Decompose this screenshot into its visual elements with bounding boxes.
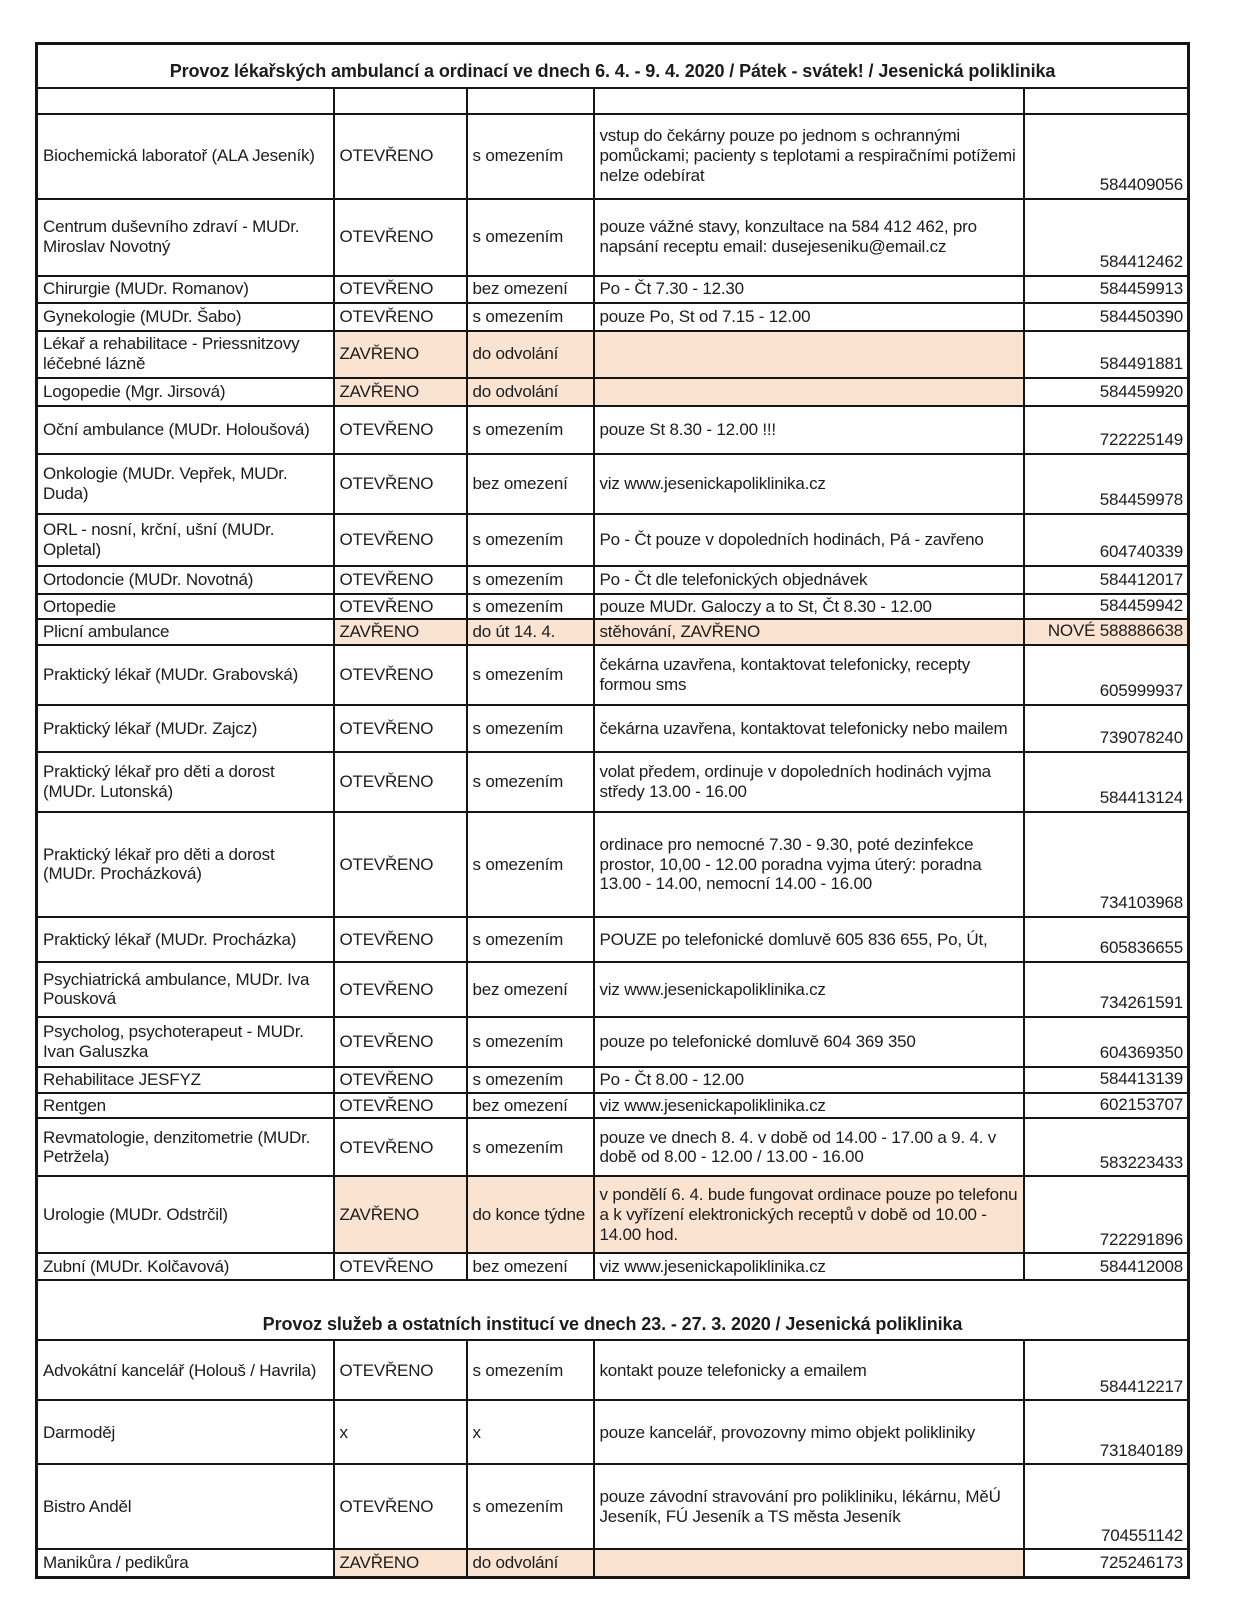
clinic-name-cell: Praktický lékař pro děti a dorost (MUDr. Lutonská) xyxy=(37,752,334,812)
restriction-cell: s omezením xyxy=(467,1067,594,1093)
status-cell: OTEVŘENO xyxy=(334,406,467,454)
table-row xyxy=(37,1340,1189,1400)
note-cell: pouze St 8.30 - 12.00 !!! xyxy=(594,406,1024,454)
table-row xyxy=(37,1400,1189,1464)
phone-cell: 583223433 xyxy=(1024,1118,1189,1176)
restriction-cell: bez omezení xyxy=(467,962,594,1017)
phone-cell: 605836655 xyxy=(1024,917,1189,962)
phone-cell: 584409056 xyxy=(1024,114,1189,199)
table-row xyxy=(37,1176,1189,1253)
table-row xyxy=(37,406,1189,454)
restriction-cell: bez omezení xyxy=(467,1093,594,1119)
note-cell: Po - Čt 7.30 - 12.30 xyxy=(594,276,1024,303)
table-row xyxy=(37,276,1189,303)
status-cell: OTEVŘENO xyxy=(334,1017,467,1067)
status-cell: OTEVŘENO xyxy=(334,1464,467,1549)
clinic-name-cell: Ortopedie xyxy=(37,594,334,620)
table-row xyxy=(37,752,1189,812)
note-cell xyxy=(594,1549,1024,1577)
table-row xyxy=(37,303,1189,331)
status-cell: OTEVŘENO xyxy=(334,752,467,812)
clinic-name-cell: Bistro Anděl xyxy=(37,1464,334,1549)
table-row xyxy=(37,1067,1189,1093)
status-cell: OTEVŘENO xyxy=(334,566,467,594)
clinic-name-cell: Centrum duševního zdraví - MUDr. Miroslav Novotný xyxy=(37,199,334,276)
note-cell: pouze vážné stavy, konzultace na 584 412 462, pro napsání receptu email: dusejeseniku@email.cz xyxy=(594,199,1024,276)
restriction-cell: s omezením xyxy=(467,645,594,705)
note-cell: Po - Čt 8.00 - 12.00 xyxy=(594,1067,1024,1093)
restriction-cell: s omezením xyxy=(467,114,594,199)
restriction-cell: s omezením xyxy=(467,752,594,812)
clinic-name-cell: Manikůra / pedikůra xyxy=(37,1549,334,1577)
clinic-name-cell: Praktický lékař pro děti a dorost (MUDr. Procházková) xyxy=(37,812,334,917)
clinic-name-cell: Logopedie (Mgr. Jirsová) xyxy=(37,378,334,406)
phone-cell: 584450390 xyxy=(1024,303,1189,331)
status-cell: OTEVŘENO xyxy=(334,1253,467,1280)
table-row xyxy=(37,1017,1189,1067)
table-row xyxy=(37,1549,1189,1577)
table-row xyxy=(37,454,1189,514)
operations-table-body xyxy=(37,44,1189,1578)
status-cell: OTEVŘENO xyxy=(334,645,467,705)
note-cell: vstup do čekárny pouze po jednom s ochrannými pomůckami; pacienty s teplotami a respiračními potížemi nelze odebírat xyxy=(594,114,1024,199)
clinic-name-cell: Plicní ambulance xyxy=(37,619,334,645)
restriction-cell: x xyxy=(467,1400,594,1464)
note-cell: ordinace pro nemocné 7.30 - 9.30, poté dezinfekce prostor, 10,00 - 12.00 poradna vyjma úterý: poradna 13.00 - 14.00, nemocní 14.00 - 16.00 xyxy=(594,812,1024,917)
clinic-name-cell: Psychiatrická ambulance, MUDr. Iva Pousková xyxy=(37,962,334,1017)
status-cell: ZAVŘENO xyxy=(334,1176,467,1253)
section-title: Provoz služeb a ostatních institucí ve dnech 23. - 27. 3. 2020 / Jesenická poliklinika xyxy=(37,1280,1189,1340)
phone-cell: 584412008 xyxy=(1024,1253,1189,1280)
note-cell: pouze kancelář, provozovny mimo objekt polikliniky xyxy=(594,1400,1024,1464)
note-cell: čekárna uzavřena, kontaktovat telefonicky nebo mailem xyxy=(594,705,1024,752)
status-cell: ZAVŘENO xyxy=(334,619,467,645)
table-row xyxy=(37,1093,1189,1119)
table-row xyxy=(37,1118,1189,1176)
table-row xyxy=(37,114,1189,199)
spacer-cell xyxy=(467,88,594,114)
note-cell: pouze závodní stravování pro polikliniku, lékárnu, MěÚ Jeseník, FÚ Jeseník a TS města Jeseník xyxy=(594,1464,1024,1549)
phone-cell: 722225149 xyxy=(1024,406,1189,454)
status-cell: OTEVŘENO xyxy=(334,514,467,566)
note-cell: viz www.jesenickapoliklinika.cz xyxy=(594,1093,1024,1119)
status-cell: OTEVŘENO xyxy=(334,1067,467,1093)
clinic-name-cell: Urologie (MUDr. Odstrčil) xyxy=(37,1176,334,1253)
note-cell: viz www.jesenickapoliklinika.cz xyxy=(594,454,1024,514)
status-cell: OTEVŘENO xyxy=(334,1093,467,1119)
table-row xyxy=(37,514,1189,566)
status-cell: ZAVŘENO xyxy=(334,378,467,406)
note-cell: pouze po telefonické domluvě 604 369 350 xyxy=(594,1017,1024,1067)
note-cell: čekárna uzavřena, kontaktovat telefonicky, recepty formou sms xyxy=(594,645,1024,705)
table-row xyxy=(37,1464,1189,1549)
phone-cell: 739078240 xyxy=(1024,705,1189,752)
status-cell: OTEVŘENO xyxy=(334,1118,467,1176)
restriction-cell: s omezením xyxy=(467,199,594,276)
clinic-name-cell: Lékař a rehabilitace - Priessnitzovy léčebné lázně xyxy=(37,331,334,378)
restriction-cell: do konce týdne xyxy=(467,1176,594,1253)
phone-cell: 584412462 xyxy=(1024,199,1189,276)
clinic-name-cell: Gynekologie (MUDr. Šabo) xyxy=(37,303,334,331)
note-cell: viz www.jesenickapoliklinika.cz xyxy=(594,1253,1024,1280)
table-row xyxy=(37,917,1189,962)
restriction-cell: s omezením xyxy=(467,594,594,620)
status-cell: OTEVŘENO xyxy=(334,917,467,962)
table-row xyxy=(37,962,1189,1017)
clinic-name-cell: Psycholog, psychoterapeut - MUDr. Ivan Galuszka xyxy=(37,1017,334,1067)
status-cell: OTEVŘENO xyxy=(334,705,467,752)
clinic-name-cell: Zubní (MUDr. Kolčavová) xyxy=(37,1253,334,1280)
clinic-name-cell: ORL - nosní, krční, ušní (MUDr. Opletal) xyxy=(37,514,334,566)
clinic-name-cell: Rentgen xyxy=(37,1093,334,1119)
restriction-cell: s omezením xyxy=(467,406,594,454)
phone-cell: 734261591 xyxy=(1024,962,1189,1017)
note-cell: pouze Po, St od 7.15 - 12.00 xyxy=(594,303,1024,331)
section-title-row xyxy=(37,44,1189,88)
note-cell: v pondělí 6. 4. bude fungovat ordinace pouze po telefonu a k vyřízení elektronických receptů v době od 10.00 - 14.00 hod. xyxy=(594,1176,1024,1253)
clinic-name-cell: Praktický lékař (MUDr. Zajcz) xyxy=(37,705,334,752)
note-cell: viz www.jesenickapoliklinika.cz xyxy=(594,962,1024,1017)
spacer-cell xyxy=(334,88,467,114)
phone-cell: 584459913 xyxy=(1024,276,1189,303)
status-cell: OTEVŘENO xyxy=(334,199,467,276)
phone-cell: 584491881 xyxy=(1024,331,1189,378)
phone-cell: 584459920 xyxy=(1024,378,1189,406)
status-cell: OTEVŘENO xyxy=(334,594,467,620)
clinic-name-cell: Biochemická laboratoř (ALA Jeseník) xyxy=(37,114,334,199)
status-cell: OTEVŘENO xyxy=(334,276,467,303)
note-cell: Po - Čt dle telefonických objednávek xyxy=(594,566,1024,594)
phone-cell: 604369350 xyxy=(1024,1017,1189,1067)
restriction-cell: do odvolání xyxy=(467,378,594,406)
note-cell: Po - Čt pouze v dopoledních hodinách, Pá - zavřeno xyxy=(594,514,1024,566)
table-row xyxy=(37,812,1189,917)
phone-cell: 604740339 xyxy=(1024,514,1189,566)
phone-cell: NOVÉ 588886638 xyxy=(1024,619,1189,645)
table-row xyxy=(37,331,1189,378)
status-cell: ZAVŘENO xyxy=(334,1549,467,1577)
phone-cell: 704551142 xyxy=(1024,1464,1189,1549)
note-cell: pouze MUDr. Galoczy a to St, Čt 8.30 - 12.00 xyxy=(594,594,1024,620)
phone-cell: 731840189 xyxy=(1024,1400,1189,1464)
clinic-name-cell: Advokátní kancelář (Holouš / Havrila) xyxy=(37,1340,334,1400)
restriction-cell: s omezením xyxy=(467,812,594,917)
section-title-row xyxy=(37,1280,1189,1340)
phone-cell: 584459978 xyxy=(1024,454,1189,514)
table-row xyxy=(37,705,1189,752)
status-cell: OTEVŘENO xyxy=(334,303,467,331)
table-row xyxy=(37,645,1189,705)
clinic-name-cell: Darmoděj xyxy=(37,1400,334,1464)
restriction-cell: s omezením xyxy=(467,514,594,566)
phone-cell: 584412017 xyxy=(1024,566,1189,594)
section-title: Provoz lékařských ambulancí a ordinací ve dnech 6. 4. - 9. 4. 2020 / Pátek - svátek! / Jesenická poliklinika xyxy=(37,44,1189,88)
restriction-cell: s omezením xyxy=(467,1118,594,1176)
table-row xyxy=(37,566,1189,594)
restriction-cell: bez omezení xyxy=(467,1253,594,1280)
clinic-name-cell: Praktický lékař (MUDr. Grabovská) xyxy=(37,645,334,705)
status-cell: x xyxy=(334,1400,467,1464)
table-row xyxy=(37,1253,1189,1280)
poliklinika-sheet xyxy=(35,42,1190,1579)
status-cell: OTEVŘENO xyxy=(334,1340,467,1400)
note-cell: kontakt pouze telefonicky a emailem xyxy=(594,1340,1024,1400)
restriction-cell: do út 14. 4. xyxy=(467,619,594,645)
phone-cell: 722291896 xyxy=(1024,1176,1189,1253)
restriction-cell: s omezením xyxy=(467,705,594,752)
clinic-name-cell: Ortodoncie (MUDr. Novotná) xyxy=(37,566,334,594)
restriction-cell: bez omezení xyxy=(467,454,594,514)
status-cell: ZAVŘENO xyxy=(334,331,467,378)
note-cell: POUZE po telefonické domluvě 605 836 655, Po, Út, xyxy=(594,917,1024,962)
clinic-name-cell: Chirurgie (MUDr. Romanov) xyxy=(37,276,334,303)
table-row xyxy=(37,619,1189,645)
phone-cell: 584412217 xyxy=(1024,1340,1189,1400)
clinic-name-cell: Revmatologie, denzitometrie (MUDr. Petržela) xyxy=(37,1118,334,1176)
restriction-cell: s omezením xyxy=(467,566,594,594)
restriction-cell: s omezením xyxy=(467,1340,594,1400)
phone-cell: 584413139 xyxy=(1024,1067,1189,1093)
restriction-cell: s omezením xyxy=(467,1017,594,1067)
table-row xyxy=(37,378,1189,406)
phone-cell: 725246173 xyxy=(1024,1549,1189,1577)
status-cell: OTEVŘENO xyxy=(334,812,467,917)
status-cell: OTEVŘENO xyxy=(334,454,467,514)
phone-cell: 584459942 xyxy=(1024,594,1189,620)
status-cell: OTEVŘENO xyxy=(334,962,467,1017)
spacer-cell xyxy=(1024,88,1189,114)
phone-cell: 584413124 xyxy=(1024,752,1189,812)
note-cell: stěhování, ZAVŘENO xyxy=(594,619,1024,645)
operations-table xyxy=(35,42,1190,1579)
clinic-name-cell: Oční ambulance (MUDr. Holoušová) xyxy=(37,406,334,454)
status-cell: OTEVŘENO xyxy=(334,114,467,199)
restriction-cell: do odvolání xyxy=(467,1549,594,1577)
spacer-row xyxy=(37,88,1189,114)
restriction-cell: s omezením xyxy=(467,303,594,331)
restriction-cell: s omezením xyxy=(467,1464,594,1549)
phone-cell: 734103968 xyxy=(1024,812,1189,917)
clinic-name-cell: Onkologie (MUDr. Vepřek, MUDr. Duda) xyxy=(37,454,334,514)
spacer-cell xyxy=(37,88,334,114)
restriction-cell: bez omezení xyxy=(467,276,594,303)
spacer-cell xyxy=(594,88,1024,114)
table-row xyxy=(37,199,1189,276)
note-cell: volat předem, ordinuje v dopoledních hodinách vyjma středy 13.00 - 16.00 xyxy=(594,752,1024,812)
restriction-cell: do odvolání xyxy=(467,331,594,378)
phone-cell: 602153707 xyxy=(1024,1093,1189,1119)
note-cell xyxy=(594,331,1024,378)
table-row xyxy=(37,594,1189,620)
note-cell xyxy=(594,378,1024,406)
restriction-cell: s omezením xyxy=(467,917,594,962)
clinic-name-cell: Praktický lékař (MUDr. Procházka) xyxy=(37,917,334,962)
phone-cell: 605999937 xyxy=(1024,645,1189,705)
clinic-name-cell: Rehabilitace JESFYZ xyxy=(37,1067,334,1093)
note-cell: pouze ve dnech 8. 4. v době od 14.00 - 17.00 a 9. 4. v době od 8.00 - 12.00 / 13.00 - 16.00 xyxy=(594,1118,1024,1176)
